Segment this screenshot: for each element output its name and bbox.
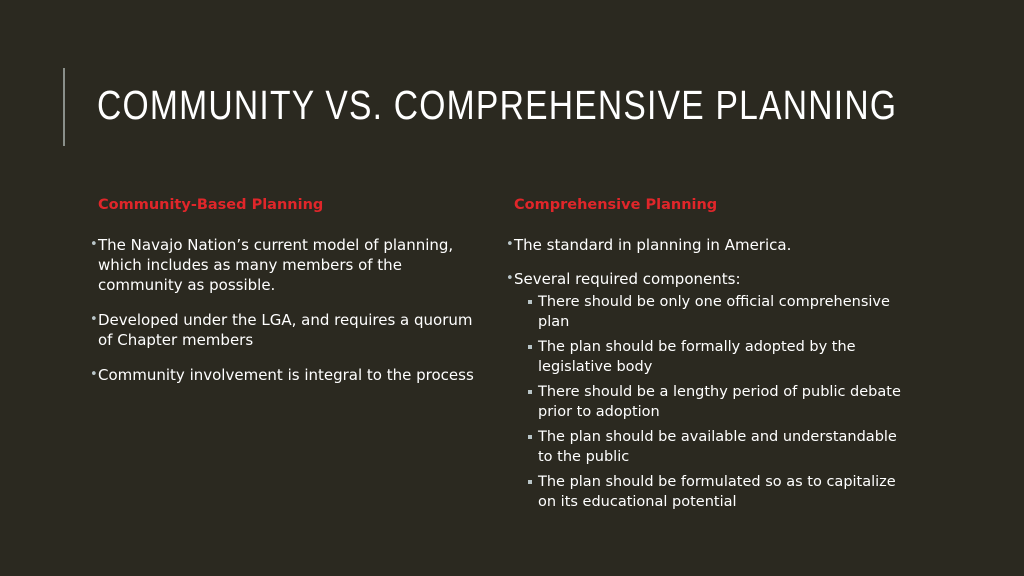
bullet-text: Community involvement is integral to the process — [98, 366, 474, 384]
bullet-icon: • — [90, 367, 98, 382]
list-item — [90, 365, 480, 385]
list-item — [90, 310, 480, 350]
right-column — [506, 195, 906, 527]
left-column — [90, 195, 480, 400]
sub-list-item — [528, 338, 906, 377]
square-bullet-icon — [528, 300, 532, 304]
list-item — [506, 235, 906, 255]
bullet-icon: • — [90, 312, 98, 327]
slide-title: COMMUNITY VS. COMPREHENSIVE PLANNING — [97, 82, 898, 128]
right-column-heading: Comprehensive Planning — [514, 197, 718, 213]
sub-list-item — [528, 473, 906, 512]
bullet-icon: • — [506, 237, 514, 252]
bullet-text: The standard in planning in America. — [514, 236, 792, 254]
left-bullet-list — [90, 235, 480, 385]
bullet-icon: • — [90, 237, 98, 252]
sub-list-item — [528, 293, 906, 332]
sub-bullet-text: The plan should be formally adopted by the legislative body — [538, 339, 856, 375]
sub-bullet-text: The plan should be available and understandable to the public — [538, 429, 897, 465]
square-bullet-icon — [528, 345, 532, 349]
right-bullet-list — [506, 235, 906, 512]
bullet-text: Several required components: — [514, 270, 741, 288]
square-bullet-icon — [528, 480, 532, 484]
bullet-text: The Navajo Nation’s current model of planning, which includes as many members of the community as possible. — [98, 236, 454, 294]
sub-list-item — [528, 383, 906, 422]
sub-bullet-list — [528, 293, 906, 512]
left-column-heading: Community-Based Planning — [98, 197, 324, 213]
bullet-icon: • — [506, 271, 514, 286]
bullet-text: Developed under the LGA, and requires a quorum of Chapter members — [98, 311, 473, 349]
sub-bullet-text: There should be only one official comprehensive plan — [538, 294, 890, 330]
list-item — [506, 269, 906, 512]
sub-bullet-text: There should be a lengthy period of public debate prior to adoption — [538, 384, 901, 420]
title-accent-line — [63, 68, 65, 146]
list-item — [90, 235, 480, 295]
square-bullet-icon — [528, 435, 532, 439]
sub-list-item — [528, 428, 906, 467]
sub-bullet-text: The plan should be formulated so as to capitalize on its educational potential — [538, 474, 896, 510]
square-bullet-icon — [528, 390, 532, 394]
